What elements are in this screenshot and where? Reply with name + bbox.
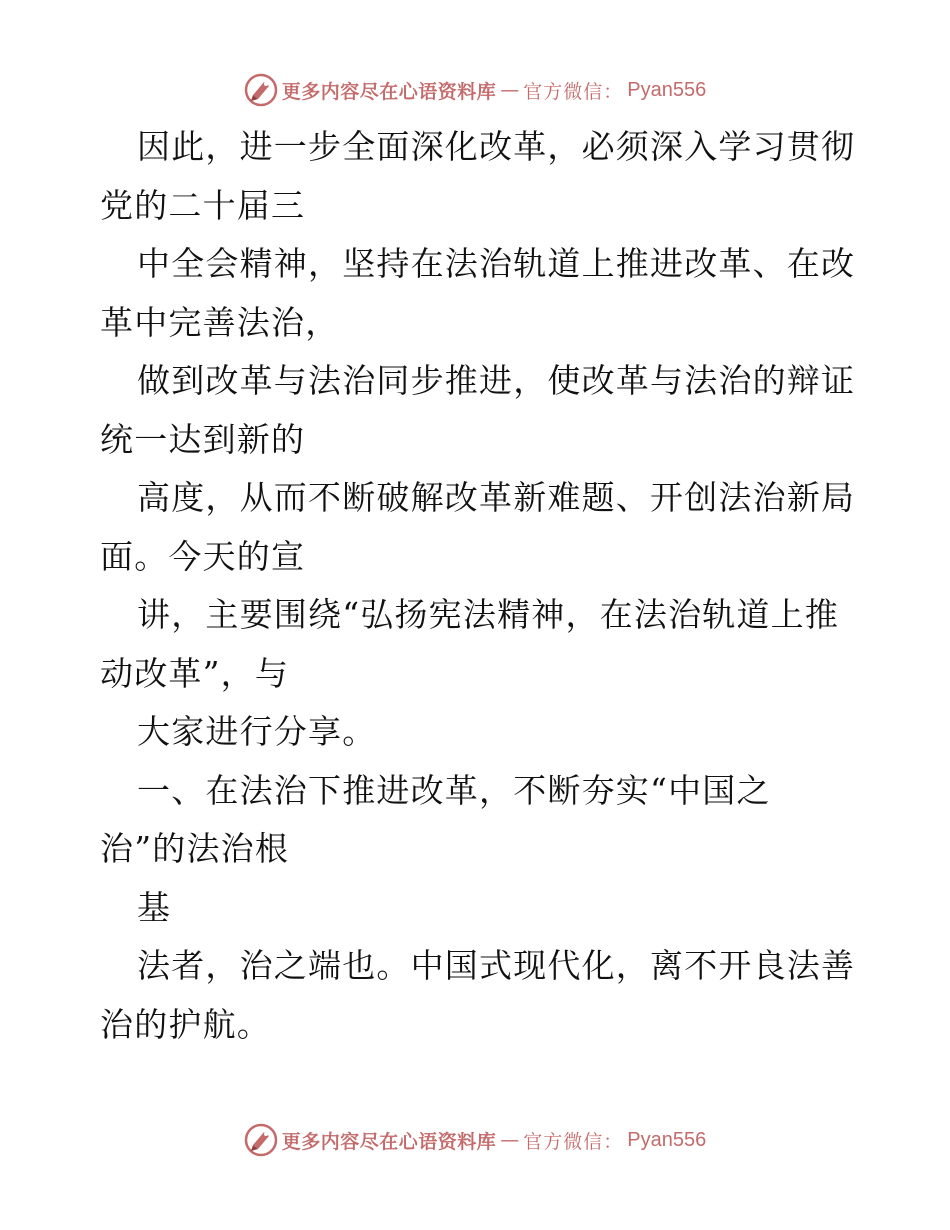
text-line: 中全会精神，坚持在法治轨道上推进改革、在改 — [137, 244, 856, 283]
banner-wechat-label: 官方微信： — [523, 1130, 624, 1153]
section-heading-line: 治”的法治根 — [100, 829, 290, 868]
text-line: 党的二十届三 — [100, 185, 306, 225]
banner-wechat-id: Pyan556 — [627, 1128, 707, 1151]
banner-dash: — — [500, 79, 520, 101]
text-line: 治的护航。 — [100, 1004, 271, 1044]
banner-text: 更多内容尽在心语资料库 — [281, 1130, 497, 1153]
text-line: 大家进行分享。 — [137, 712, 377, 751]
pen-logo-icon — [244, 73, 278, 107]
footer-banner — [0, 1120, 950, 1160]
section-heading-line: 一、在法治下推进改革，不断夯实“中国之 — [137, 770, 771, 810]
text-line: 革中完善法治， — [100, 302, 340, 342]
text-line: 法者，治之端也。中国式现代化，离不开良法善 — [137, 946, 856, 985]
text-line: 动改革”，与 — [100, 653, 290, 693]
document-body — [100, 118, 860, 1054]
text-line: 做到改革与法治同步推进，使改革与法治的辩证 — [137, 361, 856, 400]
pen-logo-icon — [244, 1123, 278, 1157]
text-line: 讲，主要围绕“弘扬宪法精神，在法治轨道上推 — [137, 595, 840, 634]
banner-wechat-id: Pyan556 — [627, 78, 707, 101]
banner-wechat-label: 官方微信： — [523, 80, 624, 103]
banner-dash: — — [500, 1129, 520, 1151]
text-line: 高度，从而不断破解改革新难题、开创法治新局 — [137, 478, 856, 517]
text-line: 因此，进一步全面深化改革，必须深入学习贯彻 — [137, 127, 856, 166]
banner-text: 更多内容尽在心语资料库 — [281, 80, 497, 103]
text-line: 统一达到新的 — [100, 419, 306, 459]
text-line: 面。今天的宣 — [100, 536, 306, 576]
header-banner — [0, 70, 950, 110]
section-heading-line: 基 — [137, 887, 172, 927]
